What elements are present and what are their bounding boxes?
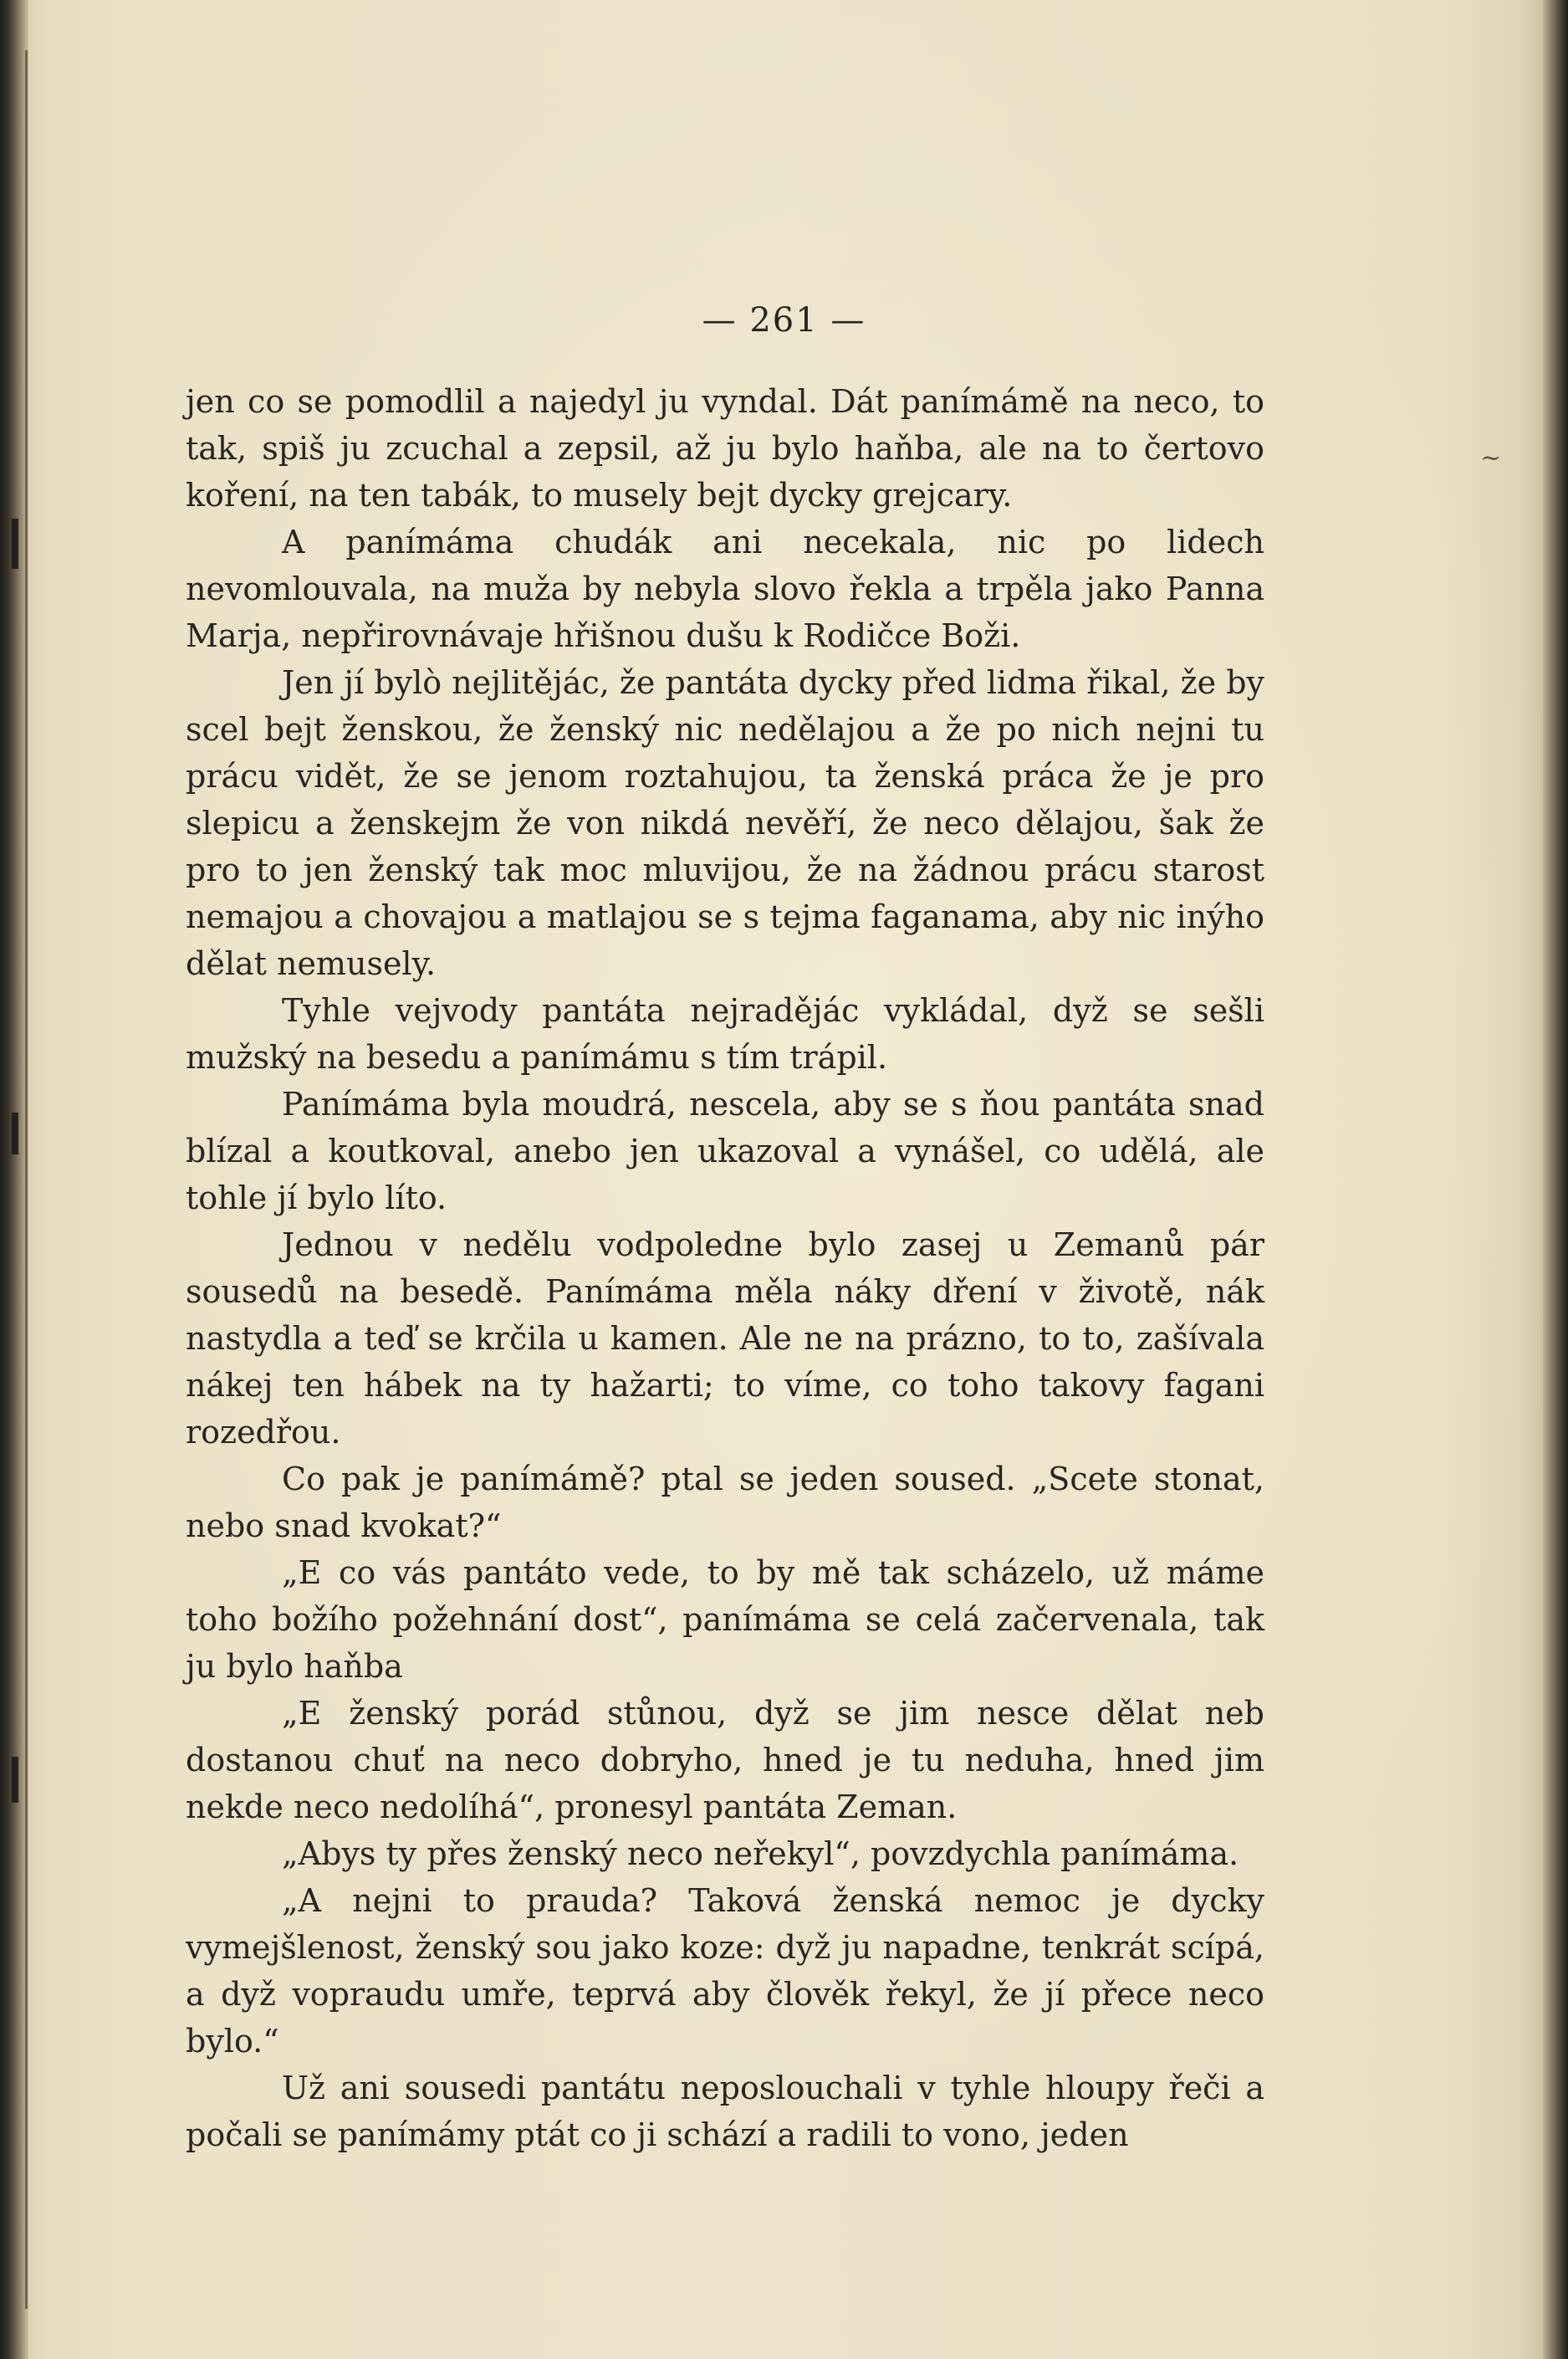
paragraph: Panímáma byla moudrá, nescela, aby se s ňou pantáta snad blízal a koutkoval, anebo jen ukazoval a vynášel, co udělá, ale tohle jí bylo líto.: [186, 1086, 1264, 1216]
paragraph: Jen jí bylò nejlitějác, že pantáta dycky před lidma řikal, že by scel bejt ženskou, že ženský nic nedělajou a že po nich nejni tu prácu vidět, že se jenom roztahujou, ta ženská práca že je pro slepicu a ženskejm že von nikdá nevěří, že neco dělajou, šak že pro to jen ženský tak moc mluvijou, že na žádnou prácu starost nemajou a chovajou a matlajou se s tejma faganama, aby nic inýho dělat nemusely.: [186, 664, 1264, 982]
paragraph: Už ani sousedi pantátu neposlouchali v tyhle hloupy řeči a počali se panímámy ptát co ji schází a radili to vono, jeden: [186, 2070, 1264, 2153]
stray-mark: ~: [1480, 443, 1502, 473]
scan-mark: [12, 1113, 18, 1154]
page-binding-edge: [0, 0, 28, 2359]
body-text: [186, 378, 1264, 2158]
binding-rule: [25, 50, 28, 2309]
paragraph: jen co se pomodlil a najedyl ju vyndal. Dát panímámě na neco, to tak, spiš ju zcuchal a zepsil, až ju bylo haňba, ale na to čertovo koření, na ten tabák, to musely bejt dycky grejcary.: [186, 383, 1264, 514]
page-right-edge: [1543, 0, 1568, 2359]
scan-mark: [12, 519, 18, 569]
paragraph: Jednou v nedělu vodpoledne bylo zasej u Zemanů pár sousedů na besedě. Panímáma měla náky dření v životě, nák nastydla a teď se krčila u kamen. Ale ne na prázno, to to, zašívala nákej ten hábek na ty hažarti; to víme, co toho takovy fagani rozedřou.: [186, 1226, 1264, 1451]
paragraph: „E co vás pantáto vede, to by mě tak scházelo, už máme toho božího požehnání dost“, panímáma se celá začervenala, tak ju bylo haňba: [186, 1554, 1264, 1685]
paragraph: Co pak je panímámě? ptal se jeden soused. „Scete stonat, nebo snad kvokat?“: [186, 1461, 1264, 1544]
scan-mark: [12, 1757, 18, 1803]
paragraph: „A nejni to prauda? Taková ženská nemoc je dycky vymejšlenost, ženský sou jako koze: dyž ju napadne, tenkrát scípá, a dyž vopraudu umře, teprvá aby člověk řekyl, že jí přece neco bylo.“: [186, 1882, 1264, 2060]
paragraph: Tyhle vejvody pantáta nejradějác vykládal, dyž se sešli mužský na besedu a panímámu s tím trápil.: [186, 992, 1264, 1076]
paragraph: A panímáma chudák ani necekala, nic po lidech nevomlouvala, na muža by nebyla slovo řekla a trpěla jako Panna Marja, nepřirovnávaje hřišnou dušu k Rodičce Boži.: [186, 524, 1264, 654]
paragraph: „Abys ty přes ženský neco neřekyl“, povzdychla panímáma.: [282, 1835, 1239, 1872]
page-number: — 261 —: [702, 301, 866, 340]
paragraph: „E ženský porád stůnou, dyž se jim nesce dělat neb dostanou chuť na neco dobryho, hned je tu neduha, hned jim nekde neco nedolíhá“, pronesyl pantáta Zeman.: [186, 1695, 1264, 1825]
